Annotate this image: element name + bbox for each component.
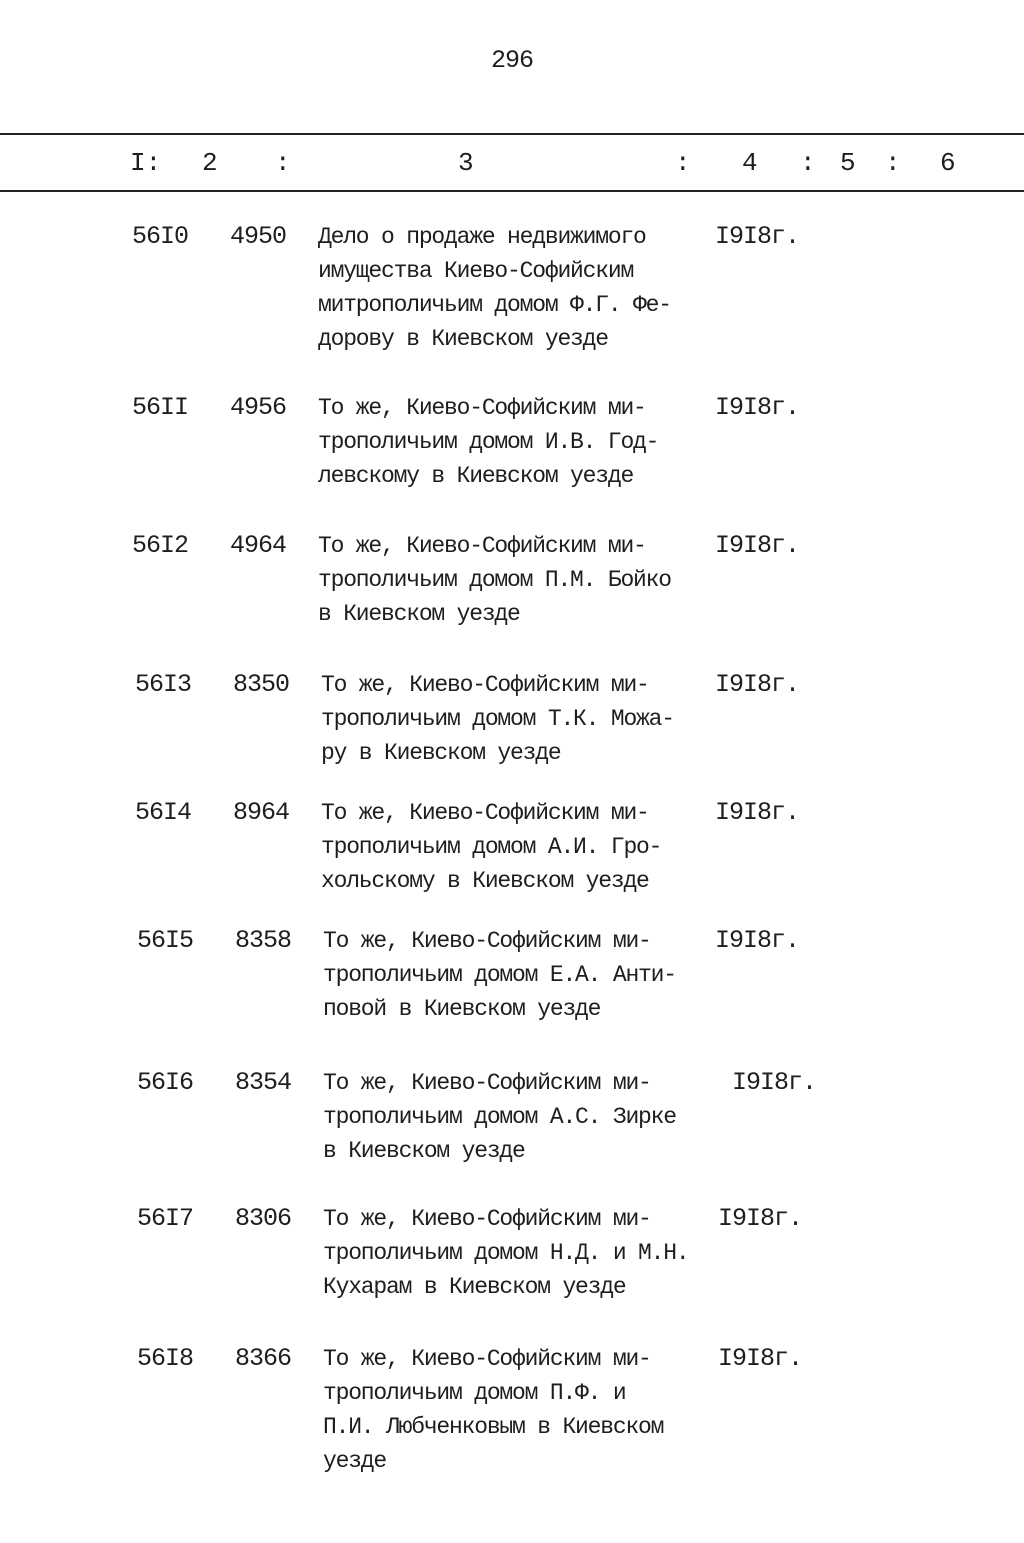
record-title	[323, 1066, 743, 1168]
old-number: 4956	[230, 393, 287, 422]
record-title-line: дорову в Киевском уезде	[318, 326, 608, 352]
record-title-line: То же, Киево-Софийским ми-	[321, 672, 649, 698]
record-number: 56I8	[137, 1344, 194, 1373]
record-title-line: Дело о продаже недвижимого	[318, 224, 646, 250]
header-top-rule	[0, 133, 1024, 135]
old-number: 8306	[235, 1204, 292, 1233]
record-title-line: трополичьим домом Н.Д. и М.Н.	[323, 1240, 689, 1266]
record-title-line: трополичьим домом Е.А. Анти-	[323, 962, 676, 988]
header-sep-2: :	[675, 148, 691, 178]
record-title-line: ру в Киевском уезде	[321, 740, 561, 766]
record-date: I9I8г.	[718, 1204, 803, 1233]
old-number: 4950	[230, 222, 287, 251]
record-number: 56I7	[137, 1204, 194, 1233]
record-title-line: трополичьим домом И.В. Год-	[318, 429, 659, 455]
record-title-line: левскому в Киевском уезде	[318, 463, 634, 489]
header-col-5: 5	[840, 148, 856, 178]
record-date: I9I8г.	[715, 670, 800, 699]
old-number: 8964	[233, 798, 290, 827]
header-col-6: 6	[940, 148, 956, 178]
record-date: I9I8г.	[715, 531, 800, 560]
record-title	[323, 1342, 743, 1478]
record-number: 56I0	[132, 222, 189, 251]
record-title-line: То же, Киево-Софийским ми-	[318, 395, 646, 421]
record-title	[318, 220, 738, 356]
record-date: I9I8г.	[715, 798, 800, 827]
record-number: 56I6	[137, 1068, 194, 1097]
record-title-line: имущества Киево-Софийским	[318, 258, 634, 284]
record-date: I9I8г.	[732, 1068, 817, 1097]
header-col-1: I:	[130, 148, 162, 178]
old-number: 8358	[235, 926, 292, 955]
record-title-line: трополичьим домом П.М. Бойко	[318, 567, 671, 593]
header-sep-4: :	[885, 148, 901, 178]
record-title-line: трополичьим домом П.Ф. и	[323, 1380, 626, 1406]
record-title	[323, 1202, 743, 1304]
record-title-line: хольскому в Киевском уезде	[321, 868, 649, 894]
record-title-line: То же, Киево-Софийским ми-	[318, 533, 646, 559]
record-title-line: То же, Киево-Софийским ми-	[323, 1346, 651, 1372]
record-title-line: То же, Киево-Софийским ми-	[323, 1206, 651, 1232]
record-title-line: повой в Киевском уезде	[323, 996, 601, 1022]
header-col-4: 4	[742, 148, 758, 178]
old-number: 8366	[235, 1344, 292, 1373]
record-title-line: То же, Киево-Софийским ми-	[323, 1070, 651, 1096]
record-date: I9I8г.	[718, 1344, 803, 1373]
record-title	[323, 924, 743, 1026]
record-title	[318, 529, 738, 631]
record-date: I9I8г.	[715, 222, 800, 251]
record-number: 56I5	[137, 926, 194, 955]
record-date: I9I8г.	[715, 926, 800, 955]
page-number: 296	[490, 46, 533, 75]
record-title	[321, 796, 741, 898]
record-number: 56II	[132, 393, 189, 422]
header-bottom-rule	[0, 190, 1024, 192]
record-title	[318, 391, 738, 493]
record-title-line: трополичьим домом А.И. Гро-	[321, 834, 662, 860]
record-title-line: трополичьим домом А.С. Зирке	[323, 1104, 676, 1130]
header-col-2: 2	[202, 148, 218, 178]
record-number: 56I3	[135, 670, 192, 699]
record-title-line: в Киевском уезде	[318, 601, 520, 627]
record-title-line: митрополичьим домом Ф.Г. Фе-	[318, 292, 671, 318]
old-number: 4964	[230, 531, 287, 560]
record-title-line: уезде	[323, 1448, 387, 1474]
record-title-line: То же, Киево-Софийским ми-	[321, 800, 649, 826]
record-number: 56I2	[132, 531, 189, 560]
record-number: 56I4	[135, 798, 192, 827]
record-title-line: трополичьим домом Т.К. Можа-	[321, 706, 674, 732]
old-number: 8354	[235, 1068, 292, 1097]
record-title-line: П.И. Любченковым в Киевском	[323, 1414, 664, 1440]
header-col-3: 3	[458, 148, 474, 178]
old-number: 8350	[233, 670, 290, 699]
record-date: I9I8г.	[715, 393, 800, 422]
header-sep-3: :	[800, 148, 816, 178]
record-title	[321, 668, 741, 770]
record-title-line: в Киевском уезде	[323, 1138, 525, 1164]
record-title-line: То же, Киево-Софийским ми-	[323, 928, 651, 954]
record-title-line: Кухарам в Киевском уезде	[323, 1274, 626, 1300]
header-sep-1: :	[275, 148, 291, 178]
